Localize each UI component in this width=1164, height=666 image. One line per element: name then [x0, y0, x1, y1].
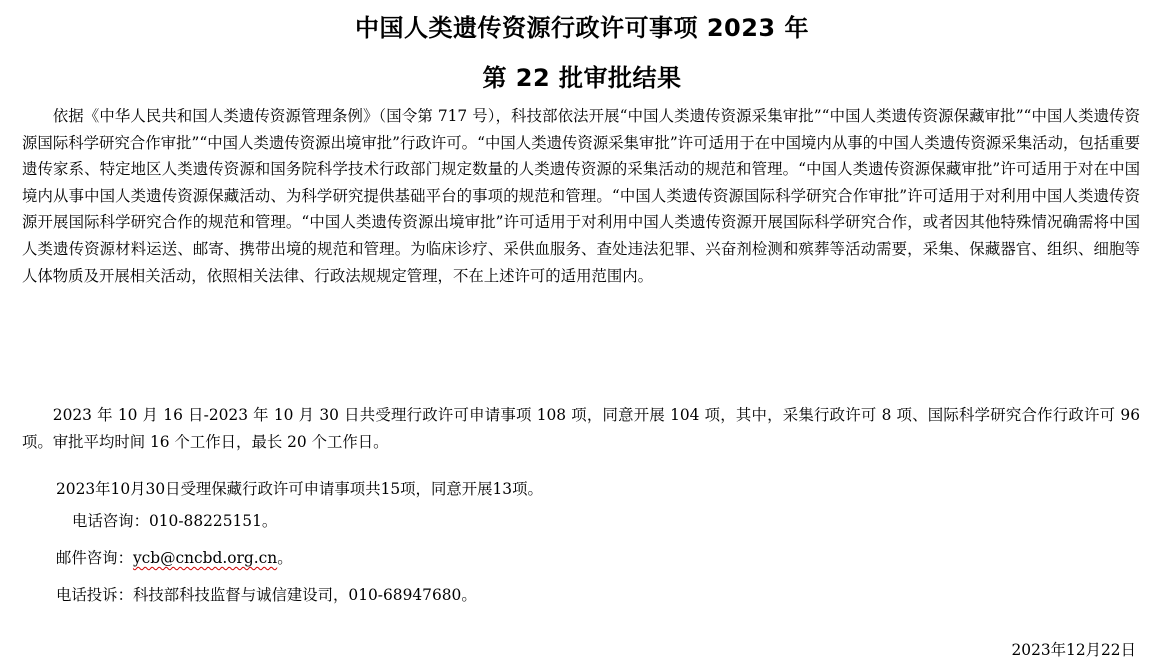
phone-complaint-line: 电话投诉：科技部科技监督与诚信建设司，010-68947680。 — [56, 586, 477, 604]
paragraph-preservation-stats: 2023年10月30日受理保藏行政许可申请事项共15项，同意开展13项。 — [56, 480, 543, 498]
email-suffix: 。 — [277, 549, 293, 567]
email-consult-line — [56, 546, 293, 568]
paragraph-approval-stats: 2023 年 10 月 16 日-2023 年 10 月 30 日共受理行政许可申请事项 108 项，同意开展 104 项，其中，采集行政许可 8 项、国际科学研究合作行政许可 96 项。审批平均时间 16 个工作日，最长 20 个工作日。 — [22, 406, 1140, 451]
paragraph-legal-basis: 依据《中华人民共和国人类遗传资源管理条例》（国令第 717 号），科技部依法开展“中国人类遗传资源采集审批”“中国人类遗传资源保藏审批”“中国人类遗传资源国际科学研究合作审批”“中国人类遗传资源出境审批”行政许可。“中国人类遗传资源采集审批”许可适用于在中国境内从事的中国人类遗传资源采集活动，包括重要遗传家系、特定地区人类遗传资源和国务院科学技术行政部门规定数量的人类遗传资源的采集活动的规范和管理。“中国人类遗传资源保藏审批”许可适用于对在中国境内从事中国人类遗传资源保藏活动、为科学研究提供基础平台的事项的规范和管理。“中国人类遗传资源国际科学研究合作审批”许可适用于对利用中国人类遗传资源开展国际科学研究合作的规范和管理。“中国人类遗传资源出境审批”许可适用于对利用中国人类遗传资源开展国际科学研究合作，或者因其他特殊情况确需将中国人类遗传资源材料运送、邮寄、携带出境的规范和管理。为临床诊疗、采供血服务、查处违法犯罪、兴奋剂检测和殡葬等活动需要，采集、保藏器官、组织、细胞等人体物质及开展相关活动，依照相关法律、行政法规规定管理，不在上述许可的适用范围内。 — [22, 107, 1140, 285]
document-date: 2023年12月22日 — [1011, 641, 1136, 659]
email-link[interactable]: ycb@cncbd.org.cn — [132, 549, 278, 567]
document-subtitle: 第 22 批审批结果 — [482, 64, 682, 92]
phone-consult-line: 电话咨询：010-88225151。 — [72, 512, 278, 530]
document-title: 中国人类遗传资源行政许可事项 2023 年 — [354, 14, 809, 42]
email-label: 邮件咨询： — [56, 549, 133, 567]
